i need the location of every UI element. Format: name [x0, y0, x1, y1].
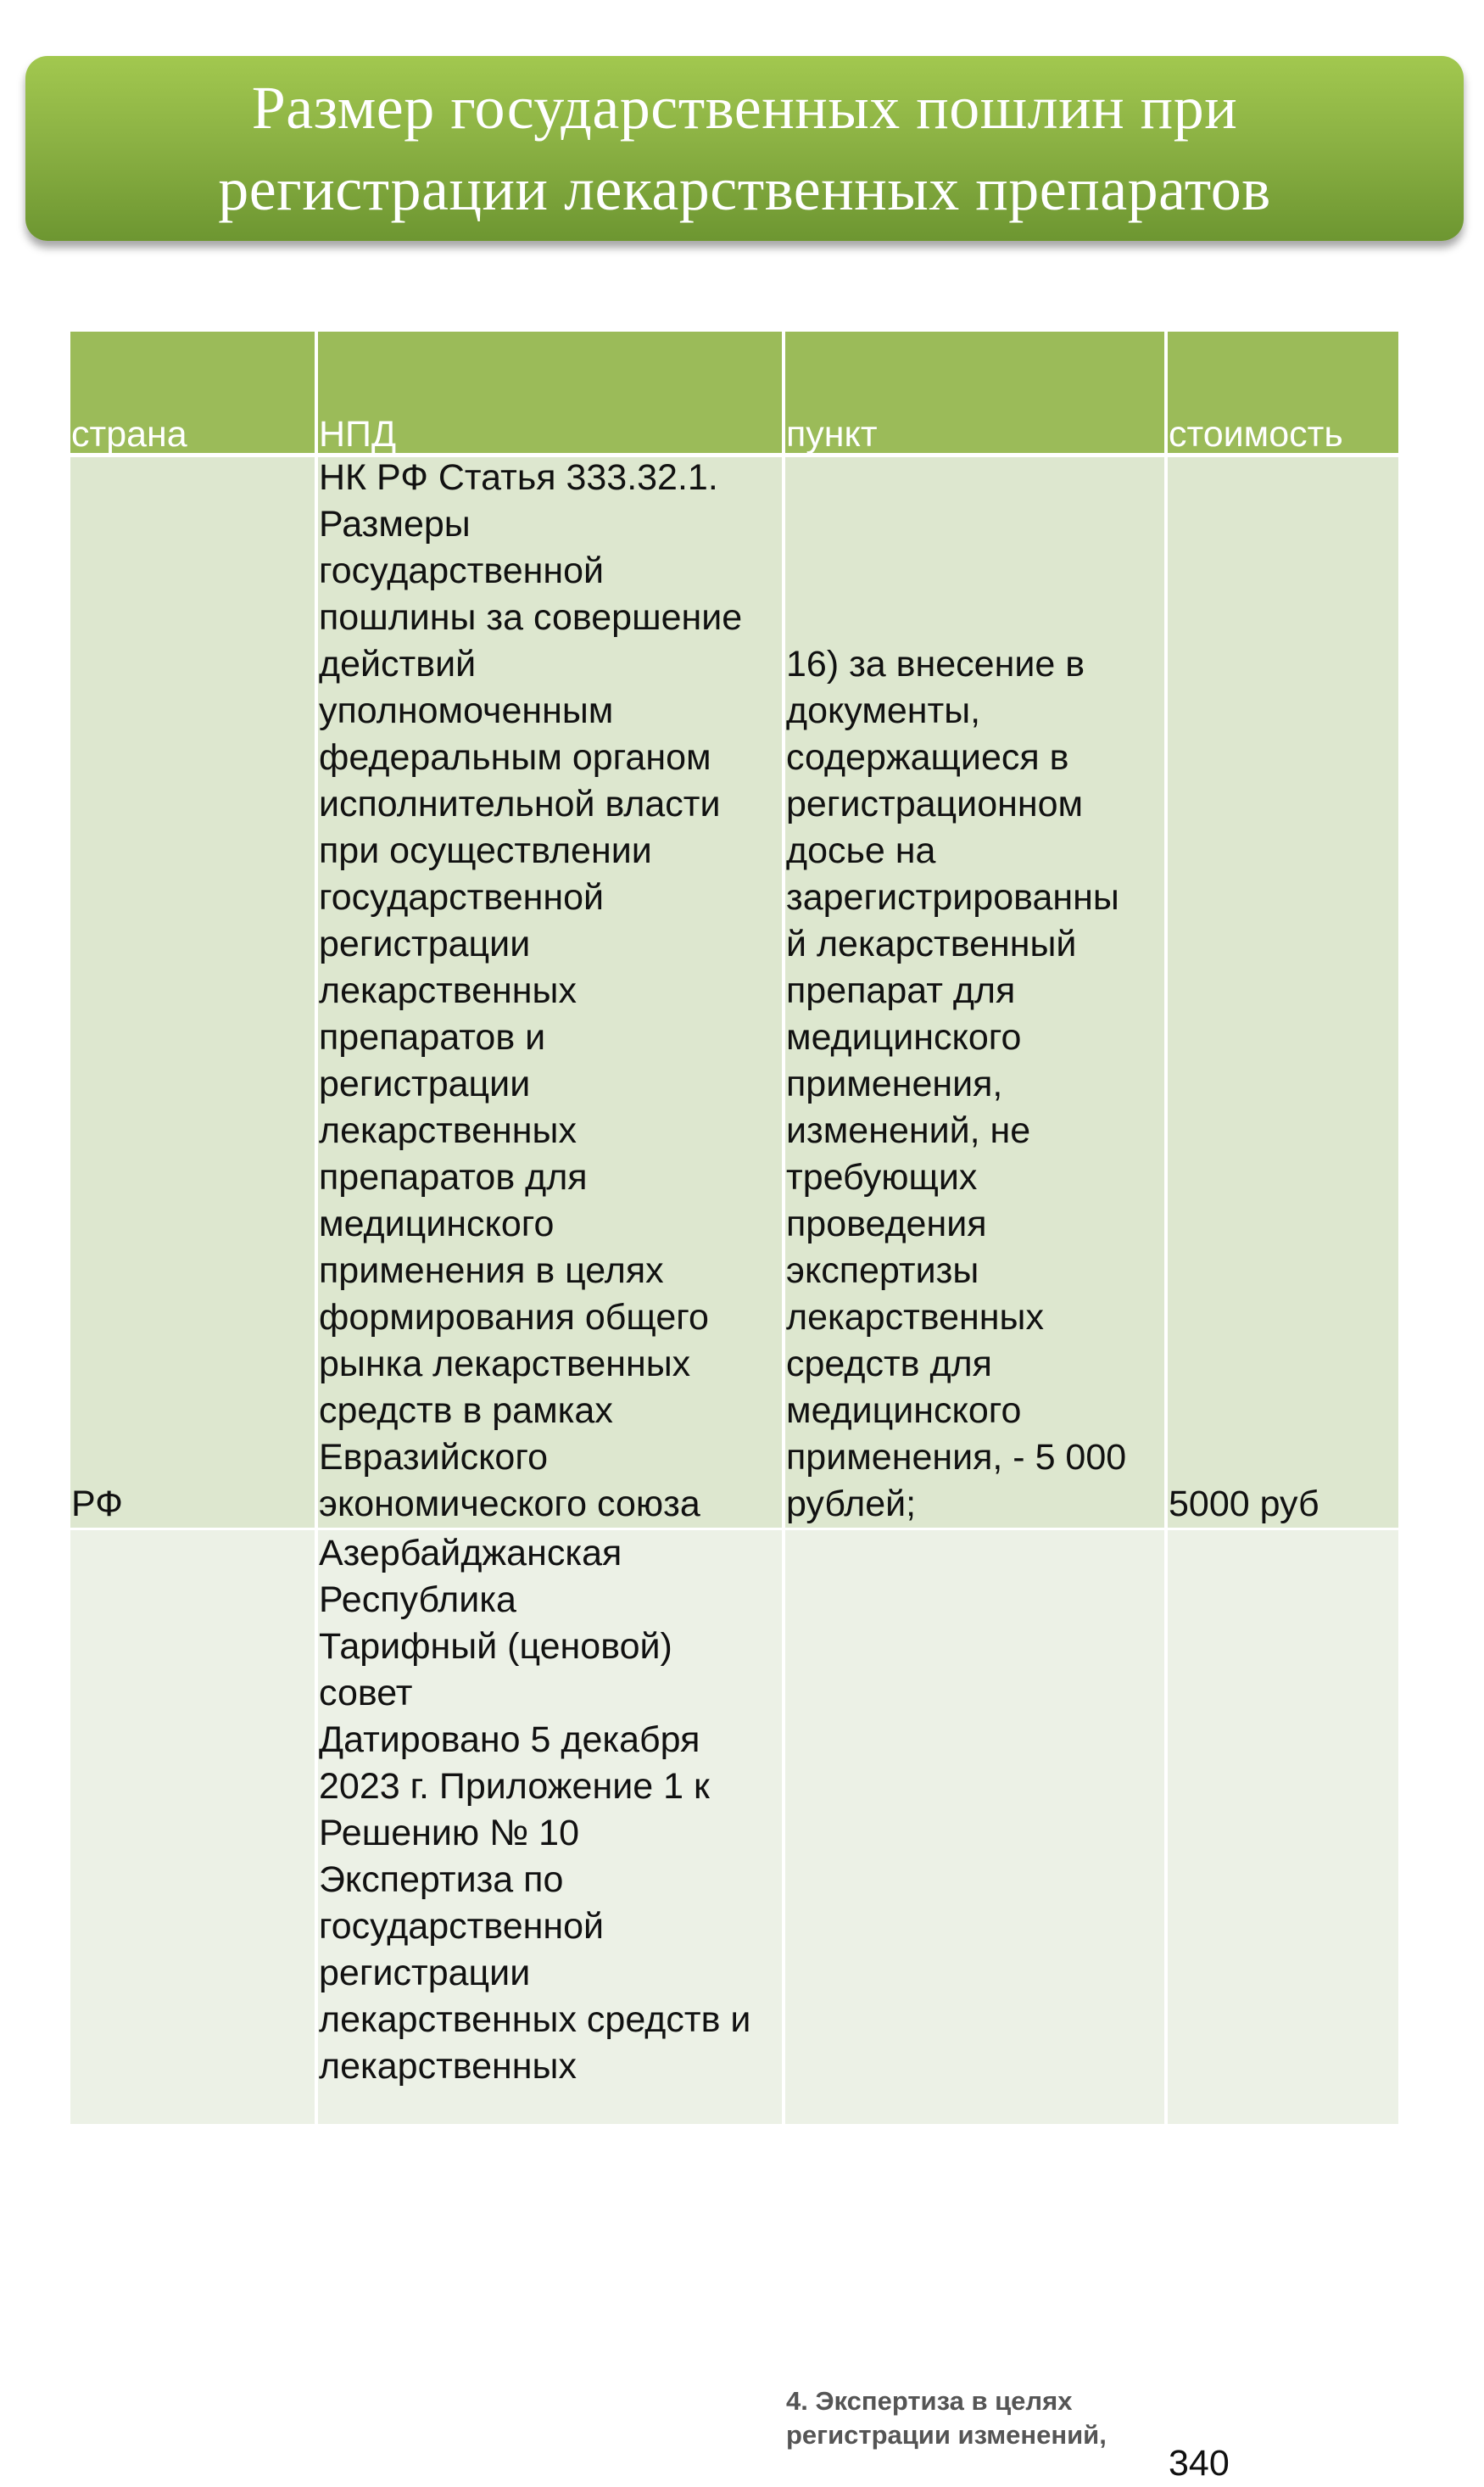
- page-title: Размер государственных пошлин при регистрации лекарственных препаратов: [218, 74, 1271, 223]
- table-row: [70, 457, 1398, 1530]
- fees-table: [70, 332, 1398, 2484]
- cell-item: [785, 457, 1168, 1528]
- cell-country: [70, 457, 318, 1528]
- cost-text: 340: [1169, 2443, 1230, 2484]
- table-row: [70, 1530, 1398, 2484]
- header-npd: НПД: [318, 332, 785, 453]
- item-text: 16) за внесение в документы, содержащиеся в регистрационном досье на зарегистрированны й лекарственный препарат для медицинского применения, изменений, не требующих проведения экспертизы лекарственных средств для медицинского применения, - 5 000 рублей;: [786, 644, 1127, 1524]
- item-text: 4. Экспертиза в целях регистрации изменений,: [786, 2386, 1107, 2450]
- header-cost: стоимость: [1168, 332, 1398, 453]
- header-country: страна: [70, 332, 318, 453]
- cost-text: 5000 руб: [1169, 1484, 1319, 1524]
- country-text: РФ: [71, 1484, 123, 1524]
- title-banner: [25, 56, 1464, 241]
- cell-country: [70, 1530, 318, 2124]
- npd-text: НК РФ Статья 333.32.1. Размеры государственной пошлины за совершение действий уполномоченным федеральным органом исполнительной власти при осуществлении государственной регистрации лекарственных препаратов и регистрации лекарственных препаратов для медицинского применения в целях формирования общего рынка лекарственных средств в рамках Евразийского экономического союза: [319, 457, 743, 1524]
- header-item: пункт: [785, 332, 1168, 453]
- cell-npd: [318, 1530, 785, 2124]
- table-header-row: [70, 332, 1398, 457]
- cell-cost: [1168, 1530, 1398, 2484]
- cell-npd: [318, 457, 785, 1528]
- cell-item: [785, 1530, 1168, 2450]
- cell-cost: [1168, 457, 1398, 1528]
- npd-text: Азербайджанская Республика Тарифный (ценовой) совет Датировано 5 декабря 2023 г. Приложение 1 к Решению № 10 Экспертиза по государственной регистрации лекарственных средств и лекарственных: [319, 1533, 751, 2087]
